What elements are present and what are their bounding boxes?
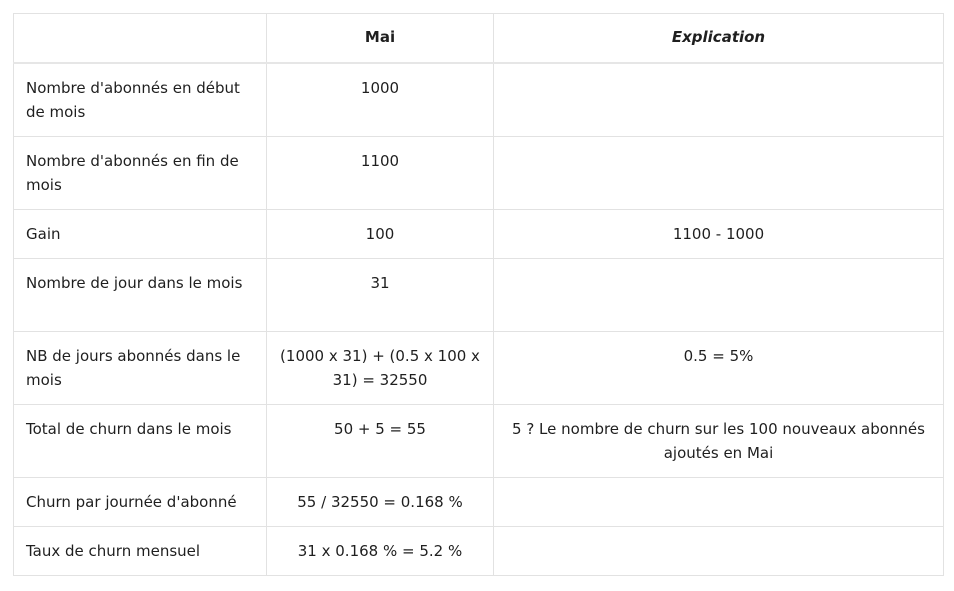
row-value: 1100 [267, 137, 494, 210]
table-row [14, 527, 944, 576]
row-explanation [494, 259, 944, 332]
row-explanation: 0.5 = 5% [494, 332, 944, 405]
row-label: Nombre de jour dans le mois [14, 259, 267, 332]
row-label: Taux de churn mensuel [14, 527, 267, 576]
row-explanation [494, 527, 944, 576]
header-empty-cell [14, 14, 267, 64]
churn-table [13, 13, 944, 576]
row-value: 31 x 0.168 % = 5.2 % [267, 527, 494, 576]
table-header-row [14, 14, 944, 64]
row-value: 50 + 5 = 55 [267, 405, 494, 478]
row-explanation: 1100 - 1000 [494, 210, 944, 259]
row-value: 1000 [267, 63, 494, 137]
header-month: Mai [267, 14, 494, 64]
table-row [14, 210, 944, 259]
header-explanation: Explication [494, 14, 944, 64]
row-label: NB de jours abonnés dans le mois [14, 332, 267, 405]
row-value: 31 [267, 259, 494, 332]
row-explanation [494, 137, 944, 210]
row-label: Nombre d'abonnés en début de mois [14, 63, 267, 137]
row-value: (1000 x 31) + (0.5 x 100 x 31) = 32550 [267, 332, 494, 405]
table-row [14, 405, 944, 478]
churn-table-container [13, 13, 944, 576]
table-row [14, 478, 944, 527]
table-row [14, 63, 944, 137]
table-row [14, 259, 944, 332]
row-explanation: 5 ? Le nombre de churn sur les 100 nouveaux abonnés ajoutés en Mai [494, 405, 944, 478]
table-row [14, 332, 944, 405]
row-explanation [494, 63, 944, 137]
row-explanation [494, 478, 944, 527]
row-value: 55 / 32550 = 0.168 % [267, 478, 494, 527]
row-label: Nombre d'abonnés en fin de mois [14, 137, 267, 210]
row-label: Churn par journée d'abonné [14, 478, 267, 527]
table-row [14, 137, 944, 210]
row-label: Gain [14, 210, 267, 259]
row-value: 100 [267, 210, 494, 259]
row-label: Total de churn dans le mois [14, 405, 267, 478]
